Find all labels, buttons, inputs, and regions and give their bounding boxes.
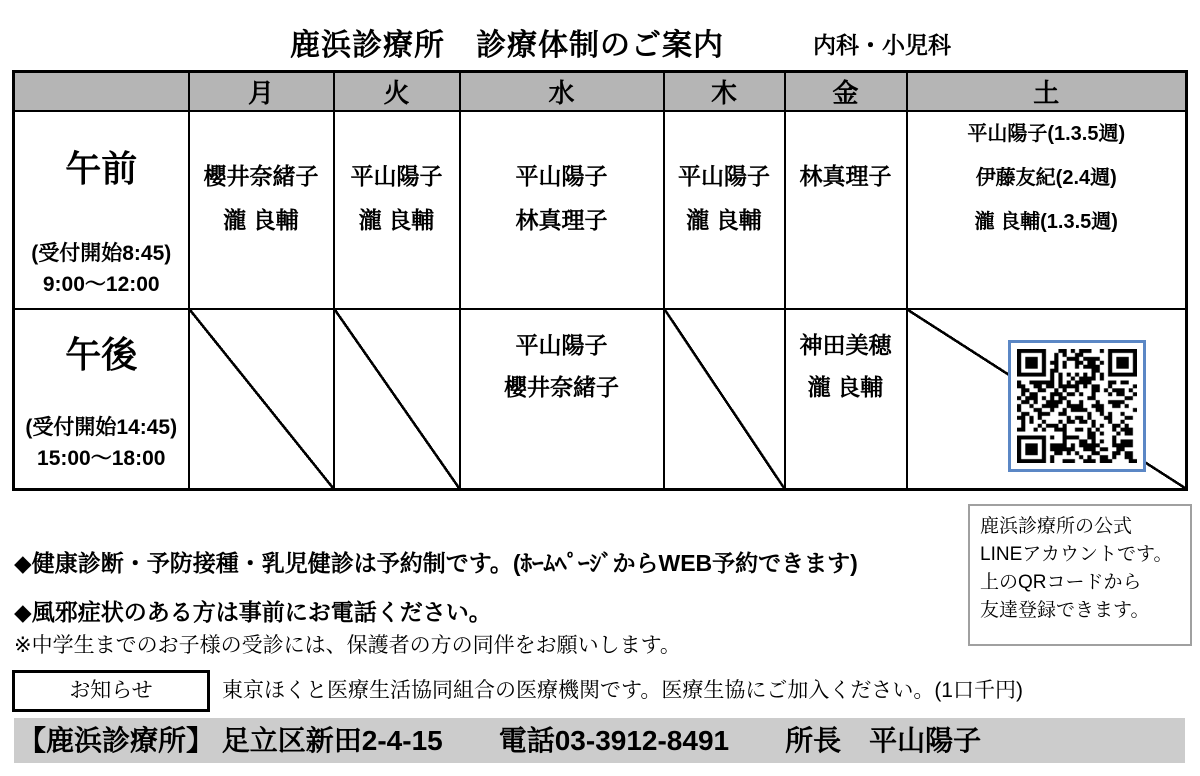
reception-time: (受付開始14:45) bbox=[25, 416, 178, 439]
doctor-name: 林真理子 bbox=[799, 163, 892, 189]
doctor-name: 林真理子 bbox=[515, 207, 608, 233]
session-label: 午前 bbox=[65, 148, 138, 189]
doctor-name: 神田美穂 bbox=[799, 332, 892, 358]
schedule-cell-am-fri bbox=[785, 111, 907, 309]
line-box-text: LINEアカウントです。 bbox=[980, 544, 1173, 565]
doctor-name: 平山陽子 bbox=[350, 163, 443, 189]
day-header-tue: 火 bbox=[334, 72, 460, 112]
line-box-text: 友達登録できます。 bbox=[980, 600, 1150, 621]
day-header-thu: 木 bbox=[664, 72, 785, 112]
department-label: 内科・小児科 bbox=[813, 32, 951, 58]
day-header-wed: 水 bbox=[460, 72, 664, 112]
morning-row-header bbox=[14, 111, 189, 309]
doctor-name: 平山陽子 bbox=[678, 163, 770, 189]
afternoon-row bbox=[14, 309, 1187, 489]
day-header-fri: 金 bbox=[785, 72, 907, 112]
doctor-name: 瀧 良輔 bbox=[358, 207, 435, 233]
schedule-cell-pm-sat bbox=[907, 309, 1187, 489]
doctor-name: 瀧 良輔(1.3.5週) bbox=[974, 211, 1118, 233]
day-header-mon: 月 bbox=[189, 72, 334, 112]
session-label: 午後 bbox=[65, 334, 138, 375]
doctor-name: 平山陽子(1.3.5週) bbox=[967, 123, 1126, 145]
schedule-cell-am-mon bbox=[189, 111, 334, 309]
doctor-name: 平山陽子 bbox=[515, 163, 608, 189]
schedule-cell-pm-wed bbox=[460, 309, 664, 489]
schedule-cell-am-sat bbox=[907, 111, 1187, 309]
doctor-name: 瀧 良輔 bbox=[223, 207, 299, 233]
doctor-name: 櫻井奈緒子 bbox=[203, 163, 319, 189]
schedule-cell-pm-fri bbox=[785, 309, 907, 489]
doctor-name: 伊藤友紀(2.4週) bbox=[975, 167, 1117, 189]
note-children: ※中学生までのお子様の受診には、保護者の方の同伴をお願いします。 bbox=[14, 634, 681, 657]
reception-time: (受付開始8:45) bbox=[31, 242, 172, 265]
line-box-text: 鹿浜診療所の公式 bbox=[980, 516, 1133, 537]
line-box-text: 上のQRコードから bbox=[980, 572, 1142, 593]
schedule-cell-pm-tue bbox=[334, 309, 460, 489]
session-hours: 9:00～12:00 bbox=[42, 273, 160, 296]
note-cold-symptoms: ◆風邪症状のある方は事前にお電話ください。 bbox=[14, 599, 492, 625]
notice-label: お知らせ bbox=[12, 670, 210, 712]
doctor-name: 櫻井奈緒子 bbox=[504, 374, 619, 400]
schedule-table bbox=[12, 70, 1188, 491]
doctor-name: 瀧 良輔 bbox=[686, 207, 762, 233]
corner-cell bbox=[14, 72, 189, 112]
schedule-cell-pm-mon bbox=[189, 309, 334, 489]
schedule-cell-pm-thu bbox=[664, 309, 785, 489]
schedule-cell-am-thu bbox=[664, 111, 785, 309]
day-header-sat: 土 bbox=[907, 72, 1187, 112]
doctor-name: 瀧 良輔 bbox=[807, 374, 884, 400]
page-title: 鹿浜診療所 診療体制のご案内 bbox=[290, 29, 724, 62]
schedule-cell-am-tue bbox=[334, 111, 460, 309]
notice-text: 東京ほくと医療生活協同組合の医療機関です。医療生協にご加入ください。(1口千円) bbox=[222, 679, 1023, 702]
note-reservation: ◆健康診断・予防接種・乳児健診は予約制です。(ﾎｰﾑﾍﾟｰｼﾞからWEB予約できます) bbox=[14, 550, 858, 576]
doctor-name: 平山陽子 bbox=[515, 332, 608, 358]
line-qr-code bbox=[1008, 340, 1146, 472]
afternoon-row-header bbox=[14, 309, 189, 489]
footer-clinic-info: 【鹿浜診療所】 足立区新田2-4-15 電話03-3912-8491 所長 平山陽子 bbox=[14, 718, 1185, 763]
line-account-box bbox=[968, 504, 1192, 646]
session-hours: 15:00～18:00 bbox=[37, 447, 166, 470]
schedule-cell-am-wed bbox=[460, 111, 664, 309]
day-header-row bbox=[14, 72, 1187, 112]
morning-row bbox=[14, 111, 1187, 309]
